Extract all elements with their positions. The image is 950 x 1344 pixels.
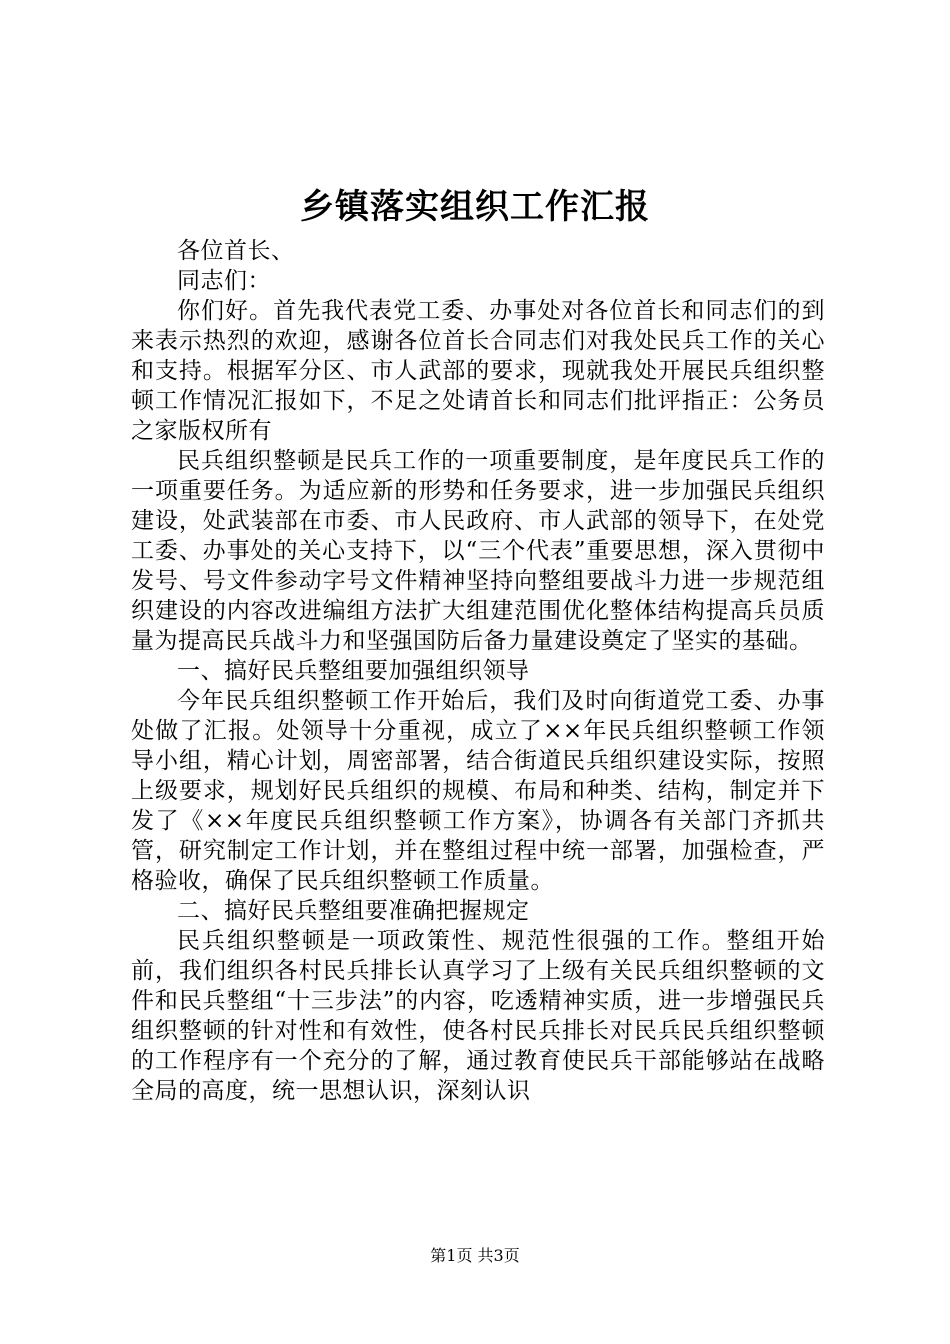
body-paragraph: 你们好。首先我代表党工委、办事处对各位首长和同志们的到来表示热烈的欢迎，感谢各位首长合同志们对我处民兵工作的关心和支持。根据军分区、市人武部的要求，现就我处开展民兵组织整顿工作情况汇报如下，不足之处请首长和同志们批评指正：公务员之家版权所有 [131, 298, 825, 444]
document-body [131, 236, 825, 1106]
body-paragraph: 民兵组织整顿是一项政策性、规范性很强的工作。整组开始前，我们组织各村民兵排长认真学习了上级有关民兵组织整顿的文件和民兵整组“十三步法”的内容，吃透精神实质，进一步增强民兵组织整顿的针对性和有效性，使各村民兵排长对民兵民兵组织整顿的工作程序有一个充分的了解，通过教育使民兵干部能够站在战略全局的高度，统一思想认识，深刻认识 [131, 928, 825, 1104]
salutation-line: 同志们： [177, 268, 271, 294]
section-heading: 一、搞好民兵整组要加强组织领导 [177, 658, 530, 684]
document-title: 乡镇落实组织工作汇报 [300, 187, 650, 227]
body-paragraph: 今年民兵组织整顿工作开始后，我们及时向街道党工委、办事处做了汇报。处领导十分重视，成立了××年民兵组织整顿工作领导小组，精心计划，周密部署，结合街道民兵组织建设实际，按照上级要求，规划好民兵组织的规模、布局和种类、结构，制定并下发了《××年度民兵组织整顿工作方案》，协调各有关部门齐抓共管，研究制定工作计划，并在整组过程中统一部署，加强检查，严格验收，确保了民兵组织整顿工作质量。 [131, 688, 825, 894]
salutation-line: 各位首长、 [177, 238, 295, 264]
body-paragraph: 民兵组织整顿是民兵工作的一项重要制度，是年度民兵工作的一项重要任务。为适应新的形势和任务要求，进一步加强民兵组织建设，处武装部在市委、市人民政府、市人武部的领导下，在处党工委、办事处的关心支持下，以“三个代表”重要思想，深入贯彻中发号、号文件参动字号文件精神坚持向整组要战斗力进一步规范组织建设的内容改进编组方法扩大组建范围优化整体结构提高兵员质量为提高民兵战斗力和坚强国防后备力量建设奠定了坚实的基础。 [131, 448, 825, 654]
section-heading: 二、搞好民兵整组要准确把握规定 [177, 898, 530, 924]
page-number-footer: 第1页 共3页 [430, 1246, 520, 1265]
